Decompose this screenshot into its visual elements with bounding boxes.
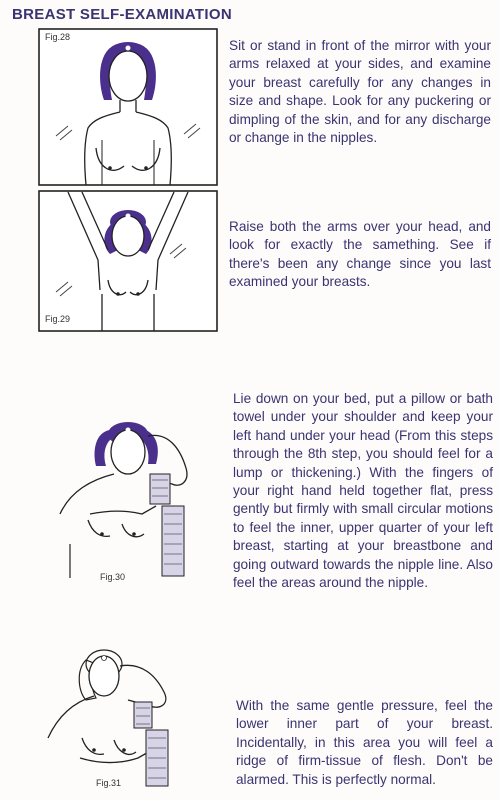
figure-28-label: Fig.28: [45, 32, 71, 42]
section-28-text: [229, 37, 491, 147]
section-30-paragraph: Lie down on your bed, put a pillow or bath towel under your shoulder and keep your left hand under your head (From this steps through the 8th step, you should feel for a lump or thickening.) With the fingers of your right hand held together flat, press gently but firmly with small circular motions to feel the inner, upper quarter of your left breast, starting at your breastbone and going outward towards the nipple line. Also feel the areas around the nipple.: [233, 391, 493, 591]
page-title: BREAST SELF-EXAMINATION: [12, 6, 232, 23]
figure-30-label: Fig.30: [100, 572, 126, 582]
figure-30-illustration: [30, 418, 230, 588]
figure-31-illustration: [24, 640, 224, 790]
section-31-text: [236, 697, 493, 789]
section-31-paragraph: With the same gentle pressure, feel the lower inner part of your breast. Incidentally, in this area you will feel a ridge of firm-tissue of flesh. Don't be alarmed. This is perfectly normal.: [236, 698, 493, 787]
figure-28-illustration: [38, 28, 218, 186]
section-30-text: [233, 390, 493, 592]
figure-29-illustration: [38, 190, 218, 332]
section-29-text: [229, 218, 491, 292]
figure-29-label: Fig.29: [45, 314, 71, 324]
section-28-paragraph: Sit or stand in front of the mirror with your arms relaxed at your sides, and examine your breast carefully for any changes in size and shape. Look for any puckering or dimpling of the skin, and for any discharge or change in the nipples.: [229, 38, 491, 146]
section-29-paragraph: Raise both the arms over your head, and look for exactly the samething. See if there's been any change since you last examined your breasts.: [229, 219, 491, 290]
figure-31-label: Fig.31: [96, 778, 122, 788]
